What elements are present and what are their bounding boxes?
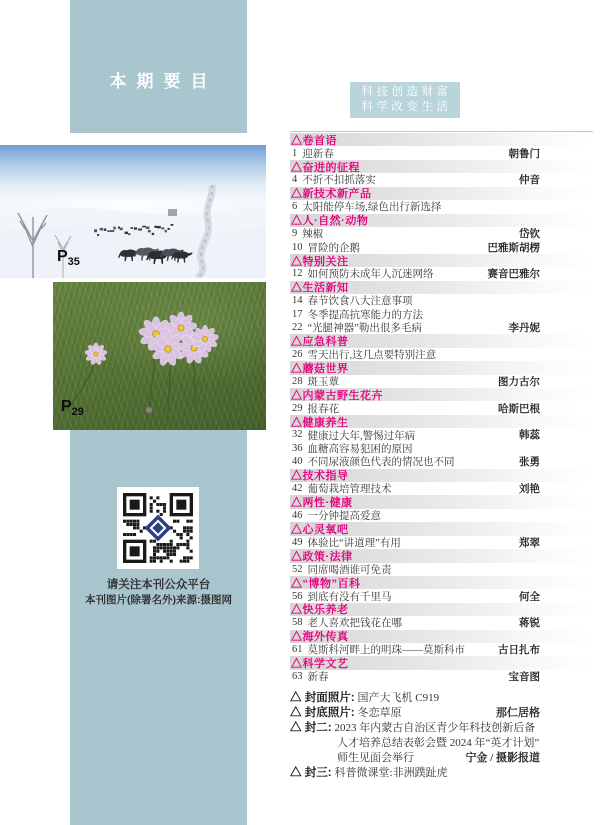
toc-section-label: △蘑菇世界 (291, 362, 349, 375)
toc-entry-page-number: 42 (292, 483, 303, 495)
toc-entry-page-number: 61 (292, 644, 303, 656)
slogan-line-1: 科技创造财富 (361, 86, 452, 98)
cover-note-credit: 那仁居格 (496, 707, 540, 720)
toc-entry-page-number: 12 (292, 268, 303, 280)
toc-entry-title: 葡萄栽培管理技术 (307, 484, 392, 496)
toc-entry-title: 不同尿液颜色代表的情况也不同 (307, 457, 455, 469)
toc-entry-page-number: 58 (292, 617, 303, 629)
toc-entry-author: 图力古尔 (498, 376, 540, 388)
toc-entry-page-number: 32 (292, 429, 303, 441)
toc-entry (290, 307, 593, 320)
cover-note-row (290, 750, 593, 765)
winter-grassland-photo (0, 145, 266, 278)
toc-entry-title: 报春花 (307, 403, 339, 415)
qr-code (117, 487, 199, 569)
toc-section-header (290, 522, 593, 535)
toc-section-label: △快乐养老 (291, 604, 349, 617)
image-source-caption: 本刊图片(除署名外)来源:摄图网 (85, 594, 232, 606)
toc-entry-author: 哈斯巴根 (498, 403, 540, 415)
page-ref-label-p35: $P_{35}$ (57, 247, 80, 268)
toc-entry-page-number: 10 (292, 241, 303, 253)
toc-entry-author: 仲音 (519, 175, 540, 187)
toc-entry-page-number: 9 (292, 228, 298, 240)
toc-section-label: △奋进的征程 (291, 161, 360, 174)
toc-entry-page-number: 6 (292, 201, 298, 213)
toc-entry-page-number: 36 (292, 442, 303, 454)
toc-section-header (290, 469, 593, 482)
toc-entry-page-number: 63 (292, 671, 303, 683)
toc-entry-title: “光腿神器”勒出很多毛病 (307, 323, 422, 335)
toc-entry-title: 健康过大年,警惕过年病 (307, 430, 416, 442)
toc-section-header (290, 254, 593, 267)
cover-note-row (290, 735, 593, 750)
toc-entry-page-number: 22 (292, 322, 303, 334)
toc-section-label: △特别关注 (291, 255, 349, 268)
cover-note-row (290, 764, 593, 779)
toc-entry (290, 294, 593, 307)
toc-entry-title: 新春 (307, 672, 329, 684)
toc-entry-page-number: 56 (292, 590, 303, 602)
slogan-box (350, 82, 460, 118)
toc-entry-title: 血糖高容易犯困的原因 (307, 443, 413, 455)
cover-notes-list (290, 690, 593, 779)
toc-entry-title: 同席喝酒谁可免责 (307, 564, 392, 576)
toc-entry-author: 韩蕊 (519, 430, 540, 442)
toc-section-header (290, 160, 593, 173)
toc-entry-title: 不折不扣抓落实 (302, 175, 376, 187)
toc-section-header (290, 415, 593, 428)
toc-entry-title: 体验比“讲道理”有用 (307, 537, 401, 549)
toc-section-label: △科学文艺 (291, 658, 349, 671)
toc-entry-author: 张勇 (519, 457, 540, 469)
toc-entry-title: 莫斯科河畔上的明珠——莫斯科市 (307, 645, 465, 657)
toc-section-header (290, 656, 593, 669)
toc-entry-author: 朝鲁门 (508, 148, 540, 160)
toc-entry-author: 巴雅斯胡楞 (487, 242, 540, 254)
toc-section-label: △生活新知 (291, 282, 349, 295)
qr-code-image (117, 487, 199, 569)
cover-note-text: 科普微课堂:非洲蹼趾虎 (334, 766, 448, 779)
toc-entry-title: 冬季提高抗寒能力的方法 (307, 309, 423, 321)
cover-note-row (290, 720, 593, 735)
toc-section-label: △健康养生 (291, 416, 349, 429)
toc-entry-author: 宝音图 (508, 672, 540, 684)
slogan-line-2: 科学改变生活 (361, 101, 452, 113)
toc-entry-page-number: 17 (292, 308, 303, 320)
left-blue-band (70, 430, 247, 825)
toc-entry-title: 如何预防未成年人沉迷网络 (307, 269, 434, 281)
toc-entry-page-number: 26 (292, 348, 303, 360)
toc-entry-title: 迎新春 (302, 148, 334, 160)
toc-entry-author: 郑翠 (519, 537, 540, 549)
toc-section-header (290, 281, 593, 294)
toc-entry-author: 赛音巴雅尔 (487, 269, 540, 281)
toc-entry (290, 227, 593, 240)
toc-entry (290, 428, 593, 441)
toc-section-header (290, 549, 593, 562)
toc-section-label: △技术指导 (291, 470, 349, 483)
cover-note-text: 2023 年内蒙古自治区青少年科技创新后备 (334, 722, 536, 735)
toc-entry-author: 蒋锐 (519, 618, 540, 630)
toc-section-header (290, 576, 593, 589)
toc-entry-page-number: 49 (292, 536, 303, 548)
toc-entry-author: 李丹妮 (508, 323, 540, 335)
toc-entry-page-number: 28 (292, 375, 303, 387)
cover-note-label: △ 封底照片: (290, 707, 355, 720)
toc-entry-page-number: 1 (292, 147, 298, 159)
toc-entry-title: 太阳能停车场,绿色出行新选择 (302, 202, 442, 214)
cover-note-text: 冬恋草原 (357, 707, 402, 720)
toc-section-header (290, 388, 593, 401)
follow-account-caption: 请关注本刊公众平台 (106, 579, 211, 591)
cover-note-credit: 宁金 / 摄影报道 (465, 752, 540, 764)
page-ref-label-p29: $P_{29}$ (61, 397, 84, 418)
flower-bud (146, 407, 152, 413)
distant-building (168, 209, 177, 216)
toc-entry-page-number: 46 (292, 510, 303, 522)
cover-note-label: △ 封二: (290, 722, 332, 735)
toc-entry-title: 雪天出行,这几点要特别注意 (307, 349, 437, 361)
toc-entry-title: 冒险的企鹅 (307, 242, 360, 254)
toc-section-label: △应急科普 (291, 336, 349, 349)
toc-section-header (290, 495, 593, 508)
toc-section-header (290, 334, 593, 347)
toc-section-label: △海外传真 (291, 631, 349, 644)
cover-note-row (290, 705, 593, 720)
cover-note-label: △ 封面照片: (290, 692, 355, 705)
toc-section-header (290, 361, 593, 374)
toc-entry-page-number: 4 (292, 174, 298, 186)
toc-section-header (290, 603, 593, 616)
toc-section-header (290, 214, 593, 227)
toc-section-label: △人·自然·动物 (291, 215, 369, 228)
toc-section-label: △卷首语 (291, 134, 337, 147)
issue-highlights-header (70, 0, 247, 133)
toc-entry-title: 老人喜欢把钱花在哪 (307, 618, 402, 630)
primrose-flowers-photo (53, 282, 266, 430)
cover-note-text: 师生见面会举行 (337, 752, 414, 765)
toc-section-label: △新技术新产品 (291, 188, 372, 201)
toc-entry-title: 一分钟提高爱意 (307, 511, 381, 523)
toc-entry-page-number: 52 (292, 563, 303, 575)
toc-entry-author: 何全 (519, 591, 540, 603)
toc-entry-author: 古日扎布 (498, 645, 540, 657)
toc-entry (290, 670, 593, 683)
toc-entry-title: 辣椒 (302, 229, 324, 241)
toc-entry-title: 斑玉蕈 (307, 376, 339, 388)
winter-photo-art (0, 145, 266, 278)
toc-entry (290, 442, 593, 455)
toc-entry-page-number: 14 (292, 295, 303, 307)
toc-entry-title: 到底有没有千里马 (307, 591, 392, 603)
cover-note-row (290, 690, 593, 705)
toc-entry-page-number: 40 (292, 456, 303, 468)
toc-entry-author: 刘艳 (519, 484, 540, 496)
toc-section-header (290, 187, 593, 200)
toc-section-label: △政策·法律 (291, 550, 353, 563)
toc-entry-page-number: 29 (292, 402, 303, 414)
cover-note-text: 人才培养总结表彰会暨 2024 年“英才计划” (337, 737, 540, 750)
table-of-contents (290, 133, 593, 683)
pink-flowers (85, 312, 219, 367)
issue-highlights-title: 本期要目 (109, 72, 218, 91)
toc-section-header (290, 133, 593, 146)
flower-photo-art (53, 282, 266, 430)
toc-entry-title: 春节饮食八大注意事项 (307, 296, 413, 308)
cover-note-text: 国产大飞机 C919 (357, 692, 440, 705)
toc-section-label: △心灵氧吧 (291, 523, 349, 536)
cover-note-label: △ 封三: (290, 766, 332, 779)
toc-entry-author: 岱钦 (519, 229, 540, 241)
toc-section-label: △两性·健康 (291, 497, 353, 510)
toc-section-label: △内蒙古野生花卉 (291, 389, 383, 402)
toc-section-header (290, 630, 593, 643)
toc-section-label: △“博物”百科 (291, 577, 361, 590)
